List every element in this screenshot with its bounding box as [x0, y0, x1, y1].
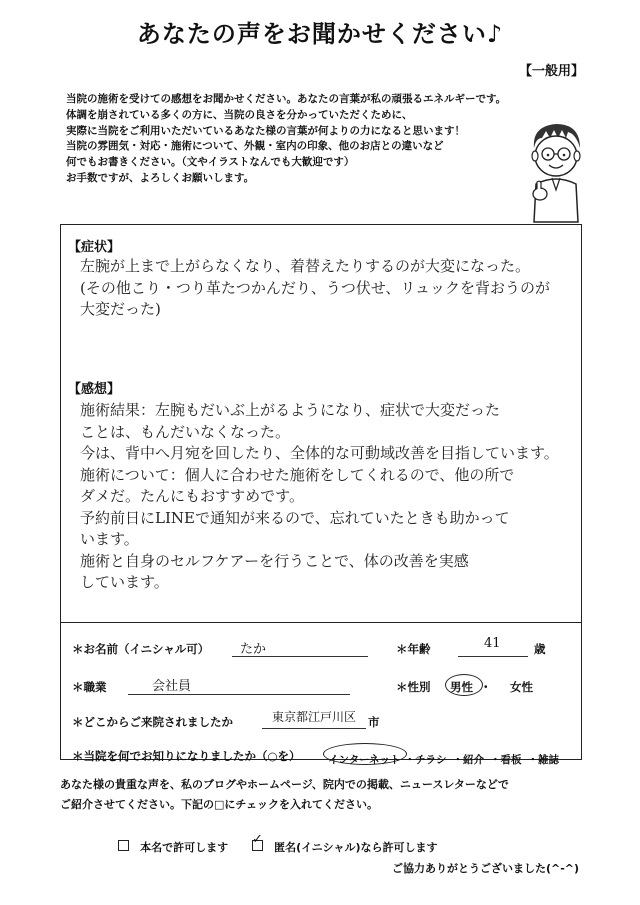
edition-label: 【一般用】: [518, 64, 584, 79]
source-option-flyer[interactable]: ・チラシ: [404, 754, 447, 766]
impressions-line: います。: [80, 530, 139, 548]
intro-line: 実際に当院をご利用いただいているあなた様の言葉が何よりの力になると思います！: [66, 124, 465, 137]
impressions-line: 施術結果：左腕もだいぶ上がるようになり、症状で大変だった: [80, 401, 501, 419]
intro-line: お手数ですが、よろしくお願いします。: [66, 171, 255, 184]
impressions-line: 今は、背中へ月宛を回したり、全体的な可動域改善を目指しています。: [80, 444, 559, 462]
intro-line: 当院の雰囲気・対応・施術について、外観・室内の印象、他のお店との違いなど: [66, 140, 444, 153]
intro-line: 何でもお書きください。（文やイラストなんでも大歓迎です）: [66, 156, 355, 169]
impressions-line: 予約前日にLINEで通知が来るので、忘れていたときも助かって: [80, 508, 510, 527]
source-option-referral[interactable]: ・紹介: [452, 754, 485, 766]
source-label: ＊当院を何でお知りになりましたか（○を）: [72, 749, 301, 763]
origin-suffix: 市: [368, 715, 380, 729]
permission-real-name[interactable]: [118, 836, 228, 855]
age-value: 41: [484, 636, 501, 651]
doctor-mascot-illustration: [520, 118, 592, 224]
real-name-checkbox[interactable]: [118, 840, 129, 851]
age-unit: 歳: [534, 642, 546, 656]
symptoms-line: (その他こり・つり革たつかんだり、うつ伏せ、リュックを背おうのが: [80, 278, 550, 297]
symptoms-text: [80, 256, 550, 321]
origin-label: ＊どこからご来院されましたか: [72, 715, 233, 729]
symptoms-label: 【症状】: [68, 240, 121, 255]
gender-option-female[interactable]: 女性: [510, 680, 533, 694]
origin-underline: [262, 728, 366, 729]
footer-line: あなた様の貴重な声を、私のブログやホームページ、院内での掲載、ニュースレターなどで: [60, 778, 509, 791]
source-options: [328, 748, 559, 767]
name-value: たか: [240, 642, 267, 657]
gender-separator: ・: [480, 680, 492, 694]
symptoms-line: 大変だった): [80, 300, 161, 318]
impressions-line: ことは、もんだいなくなった。: [80, 422, 291, 441]
gender-label: ＊性別: [396, 680, 431, 694]
impressions-line: ダメだ。たんにもおすすめです。: [80, 487, 304, 505]
impressions-label: 【感想】: [68, 382, 121, 397]
permission-initial[interactable]: [252, 832, 438, 855]
real-name-label: 本名で許可します: [140, 841, 229, 854]
intro-line: 当院の施術を受けての感想をお聞かせください。あなたの言葉が私の頑張るエネルギーです。: [66, 93, 507, 105]
initial-checkbox[interactable]: [252, 832, 263, 851]
gender-option-male[interactable]: 男性: [450, 680, 473, 694]
job-label: ＊職業: [72, 680, 107, 694]
origin-value: 東京都江戸川区: [272, 710, 357, 724]
page-title: あなたの声をお聞かせください♪: [136, 20, 504, 48]
source-option-internet[interactable]: インターネット: [328, 754, 401, 766]
symptoms-line: 左腕が上まで上がらなくなり、着替えたりするのが大変になった。: [80, 257, 531, 275]
checkmark-icon: ✓: [252, 832, 263, 847]
intro-line: 体調を崩されている多くの方に、当院の良さを分かっていただくために、: [66, 108, 413, 121]
age-underline: [458, 656, 528, 657]
impressions-text: [80, 400, 559, 594]
form-divider: [60, 622, 582, 623]
impressions-line: 施術について：個人に合わせた施術をしてくれるので、他の所で: [80, 465, 515, 484]
source-option-magazine[interactable]: ・雑誌: [527, 754, 560, 766]
footer-line: ご紹介させてください。下記の□にチェックを入れてください。: [60, 798, 379, 811]
name-label: ＊お名前（イニシャル可）: [72, 642, 210, 656]
initial-label: 匿名(イニシャル)なら許可します: [274, 841, 438, 854]
age-label: ＊年齢: [396, 642, 431, 656]
thanks-text: ご協力ありがとうございました(^-^): [392, 862, 580, 875]
job-value: 会社員: [152, 679, 192, 694]
intro-text: [66, 92, 566, 187]
name-underline: [232, 656, 368, 657]
impressions-line: 施術と自身のセルフケアーを行うことで、体の改善を実感: [80, 551, 469, 570]
source-option-signboard[interactable]: ・看板: [490, 754, 522, 766]
impressions-line: しています。: [80, 573, 169, 591]
job-underline: [128, 694, 350, 695]
